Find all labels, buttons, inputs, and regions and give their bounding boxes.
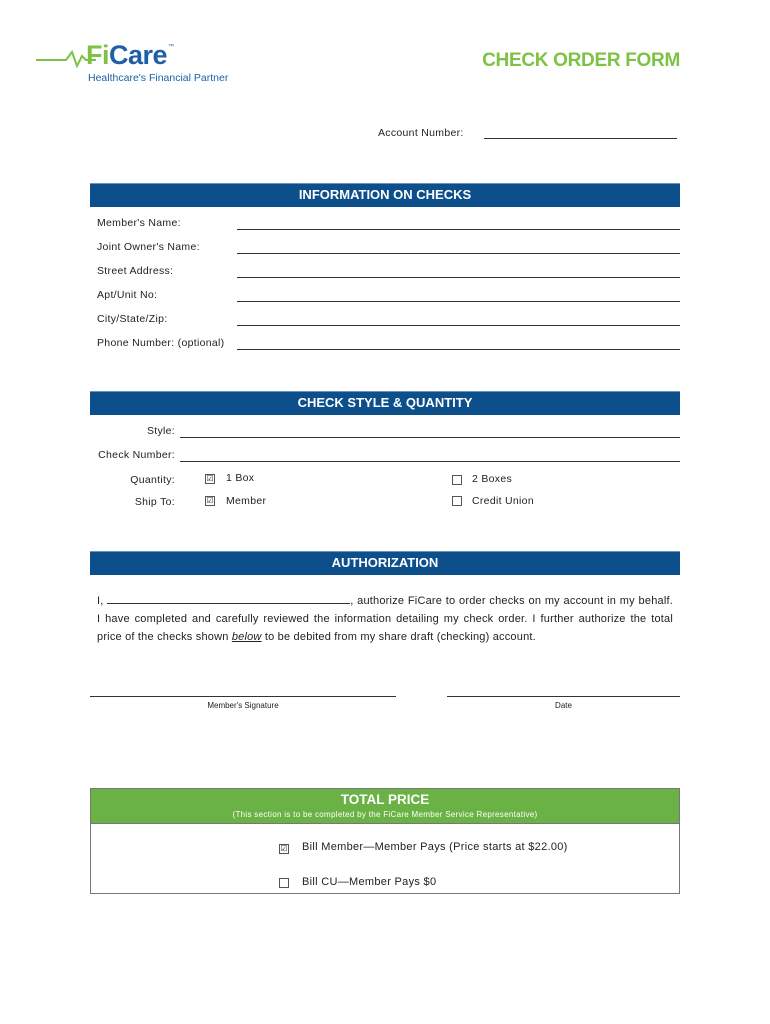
- quantity-label: Quantity:: [130, 474, 175, 486]
- phone-number-field[interactable]: [237, 349, 680, 350]
- account-number-label: Account Number:: [378, 127, 464, 139]
- joint-owner-field[interactable]: [237, 253, 680, 254]
- below-emphasis: below: [231, 631, 262, 643]
- style-label: Style:: [146, 425, 175, 437]
- members-name-field[interactable]: [237, 229, 680, 230]
- ship-to-label: Ship To:: [134, 496, 175, 508]
- ficare-logo: [36, 40, 236, 90]
- quantity-1-box-label: 1 Box: [226, 472, 255, 484]
- ship-to-credit-union-checkbox[interactable]: [452, 496, 462, 506]
- ship-to-credit-union-label: Credit Union: [472, 495, 534, 507]
- members-name-label: Member's Name:: [97, 217, 181, 229]
- total-price-heading: TOTAL PRICE: [340, 792, 430, 807]
- city-state-zip-field[interactable]: [237, 325, 680, 326]
- total-price-subheading: (This section is to be completed by the FiCare Member Service Representative): [232, 810, 538, 819]
- check-number-field[interactable]: [180, 461, 680, 462]
- street-address-label: Street Address:: [97, 265, 174, 277]
- authorizer-name-field[interactable]: [107, 592, 350, 604]
- quantity-2-boxes-label: 2 Boxes: [472, 473, 513, 485]
- apt-unit-label: Apt/Unit No:: [97, 289, 158, 301]
- logo-tagline: Healthcare's Financial Partner: [88, 72, 229, 84]
- quantity-2-boxes-checkbox[interactable]: [452, 475, 462, 485]
- check-style-section-heading: CHECK STYLE & QUANTITY: [90, 391, 680, 415]
- form-title: CHECK ORDER FORM: [482, 50, 680, 71]
- bill-cu-label: Bill CU—Member Pays $0: [302, 876, 437, 888]
- account-number-field[interactable]: [484, 138, 677, 139]
- ship-to-member-checkbox[interactable]: ☑: [206, 496, 214, 505]
- phone-number-label: Phone Number: (optional): [97, 337, 225, 349]
- total-price-header: [91, 789, 679, 824]
- check-number-label: Check Number:: [98, 449, 175, 461]
- street-address-field[interactable]: [237, 277, 680, 278]
- city-state-zip-label: City/State/Zip:: [97, 313, 168, 325]
- member-signature-caption: Member's Signature: [207, 701, 279, 710]
- authorization-section-heading: AUTHORIZATION: [90, 551, 680, 575]
- logo-trademark: ™: [168, 44, 174, 50]
- date-caption: Date: [555, 701, 572, 710]
- member-signature-field[interactable]: [90, 696, 396, 697]
- logo-wordmark: FiCare: [86, 40, 168, 70]
- apt-unit-field[interactable]: [237, 301, 680, 302]
- ship-to-member-label: Member: [226, 495, 267, 507]
- bill-member-label: Bill Member—Member Pays (Price starts at $22.00): [302, 841, 568, 853]
- information-section-heading: INFORMATION ON CHECKS: [90, 183, 680, 207]
- style-field[interactable]: [180, 437, 680, 438]
- bill-member-checkbox[interactable]: ☑: [280, 844, 288, 853]
- joint-owner-label: Joint Owner's Name:: [97, 241, 200, 253]
- total-price-section: [90, 788, 680, 894]
- bill-cu-checkbox[interactable]: [279, 878, 289, 888]
- quantity-1-box-checkbox[interactable]: ☑: [206, 474, 214, 483]
- date-field[interactable]: [447, 696, 680, 697]
- authorization-statement: I, , authorize FiCare to order checks on my account in my behalf. I have completed and carefully reviewed the information detailing my check order. I further authorize the total price of the checks shown below to be debited from my share draft (checking) account.: [97, 592, 673, 646]
